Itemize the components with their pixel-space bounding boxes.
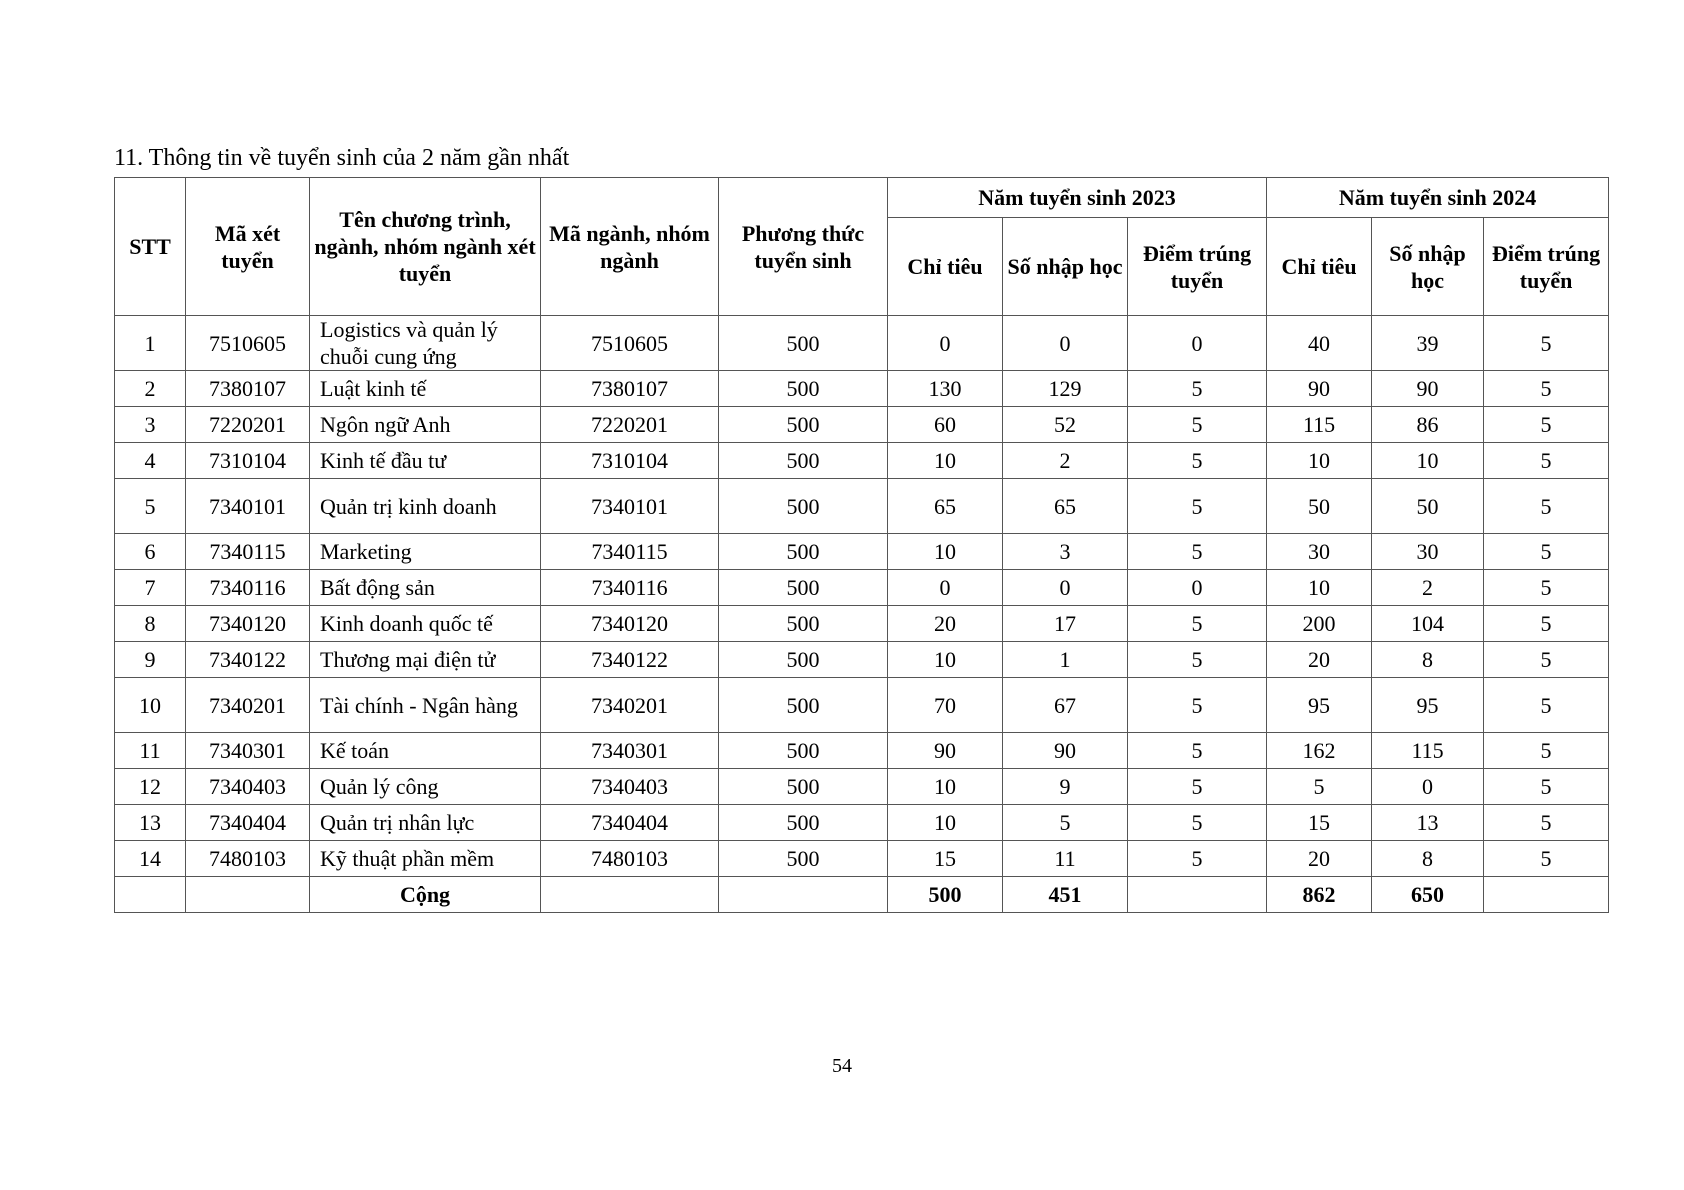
cell-phuong-thuc: 500 [719,479,888,534]
cell-diem-2024: 5 [1484,769,1609,805]
cell-ma-xet-tuyen: 7380107 [186,371,310,407]
header-ma-nganh: Mã ngành, nhóm ngành [541,178,719,316]
cell-chi-tieu-2024: 200 [1267,606,1372,642]
table-row [115,316,1609,371]
cell-diem-2024: 5 [1484,805,1609,841]
cell-chi-tieu-2023: 0 [888,316,1003,371]
cell-ma-xet-tuyen: 7340120 [186,606,310,642]
total-diem-2024-cell [1484,877,1609,913]
cell-nhap-hoc-2024: 95 [1372,678,1484,733]
cell-nhap-hoc-2023: 3 [1003,534,1128,570]
cell-ma-xet-tuyen: 7340122 [186,642,310,678]
cell-stt: 4 [115,443,186,479]
total-chi-tieu-2024: 862 [1267,877,1372,913]
cell-ten-nganh: Thương mại điện tử [310,642,541,678]
cell-diem-2023: 5 [1128,371,1267,407]
cell-chi-tieu-2024: 10 [1267,443,1372,479]
header-year-2023: Năm tuyển sinh 2023 [888,178,1267,218]
header-ma-xet-tuyen: Mã xét tuyển [186,178,310,316]
header-so-nhap-hoc-2024: Số nhập học [1372,218,1484,316]
cell-chi-tieu-2024: 162 [1267,733,1372,769]
cell-diem-2024: 5 [1484,841,1609,877]
cell-ma-nganh: 7340201 [541,678,719,733]
cell-stt: 12 [115,769,186,805]
cell-stt: 1 [115,316,186,371]
cell-phuong-thuc: 500 [719,570,888,606]
header-year-2024: Năm tuyển sinh 2024 [1267,178,1609,218]
cell-diem-2024: 5 [1484,678,1609,733]
cell-ma-nganh: 7510605 [541,316,719,371]
table-row [115,769,1609,805]
header-ten-chuong-trinh: Tên chương trình, ngành, nhóm ngành xét tuyển [310,178,541,316]
cell-ma-xet-tuyen: 7340403 [186,769,310,805]
header-so-nhap-hoc-2023: Số nhập học [1003,218,1128,316]
cell-nhap-hoc-2024: 90 [1372,371,1484,407]
page-number: 54 [832,1055,852,1077]
cell-diem-2023: 5 [1128,479,1267,534]
cell-diem-2024: 5 [1484,371,1609,407]
total-stt-cell [115,877,186,913]
cell-diem-2023: 0 [1128,570,1267,606]
table-row [115,805,1609,841]
cell-stt: 11 [115,733,186,769]
cell-diem-2023: 5 [1128,841,1267,877]
cell-stt: 2 [115,371,186,407]
table-row [115,606,1609,642]
cell-diem-2024: 5 [1484,733,1609,769]
table-row [115,534,1609,570]
cell-diem-2023: 5 [1128,678,1267,733]
cell-ma-nganh: 7340120 [541,606,719,642]
cell-diem-2023: 5 [1128,805,1267,841]
total-row [115,877,1609,913]
cell-ma-nganh: 7340404 [541,805,719,841]
cell-ten-nganh: Kế toán [310,733,541,769]
header-row [115,178,1609,218]
total-phuong-thuc-cell [719,877,888,913]
cell-ma-nganh: 7480103 [541,841,719,877]
cell-stt: 7 [115,570,186,606]
cell-diem-2023: 5 [1128,606,1267,642]
cell-phuong-thuc: 500 [719,407,888,443]
cell-nhap-hoc-2024: 8 [1372,642,1484,678]
cell-nhap-hoc-2024: 50 [1372,479,1484,534]
cell-ten-nganh: Tài chính - Ngân hàng [310,678,541,733]
cell-ma-xet-tuyen: 7340115 [186,534,310,570]
cell-ten-nganh: Kinh tế đầu tư [310,443,541,479]
cell-ten-nganh: Bất động sản [310,570,541,606]
cell-diem-2024: 5 [1484,443,1609,479]
cell-phuong-thuc: 500 [719,642,888,678]
cell-nhap-hoc-2024: 0 [1372,769,1484,805]
cell-phuong-thuc: 500 [719,841,888,877]
cell-phuong-thuc: 500 [719,805,888,841]
cell-nhap-hoc-2024: 10 [1372,443,1484,479]
cell-chi-tieu-2024: 95 [1267,678,1372,733]
cell-nhap-hoc-2024: 30 [1372,534,1484,570]
cell-chi-tieu-2023: 10 [888,642,1003,678]
cell-chi-tieu-2023: 70 [888,678,1003,733]
cell-chi-tieu-2023: 20 [888,606,1003,642]
table-row [115,642,1609,678]
cell-ten-nganh: Quản trị kinh doanh [310,479,541,534]
cell-ten-nganh: Quản trị nhân lực [310,805,541,841]
cell-nhap-hoc-2024: 115 [1372,733,1484,769]
cell-chi-tieu-2023: 130 [888,371,1003,407]
cell-stt: 6 [115,534,186,570]
cell-ma-xet-tuyen: 7340404 [186,805,310,841]
cell-nhap-hoc-2023: 90 [1003,733,1128,769]
cell-ten-nganh: Luật kinh tế [310,371,541,407]
cell-diem-2024: 5 [1484,570,1609,606]
cell-ma-nganh: 7340301 [541,733,719,769]
table-row [115,678,1609,733]
cell-phuong-thuc: 500 [719,678,888,733]
cell-stt: 10 [115,678,186,733]
cell-diem-2023: 5 [1128,534,1267,570]
cell-ma-nganh: 7340115 [541,534,719,570]
cell-ma-xet-tuyen: 7480103 [186,841,310,877]
cell-ma-xet-tuyen: 7340201 [186,678,310,733]
total-diem-2023-cell [1128,877,1267,913]
cell-nhap-hoc-2024: 8 [1372,841,1484,877]
cell-chi-tieu-2023: 60 [888,407,1003,443]
table-row [115,371,1609,407]
cell-diem-2023: 5 [1128,733,1267,769]
total-ma-cell [186,877,310,913]
cell-phuong-thuc: 500 [719,534,888,570]
total-chi-tieu-2023: 500 [888,877,1003,913]
cell-nhap-hoc-2023: 52 [1003,407,1128,443]
cell-ma-nganh: 7220201 [541,407,719,443]
table-row [115,841,1609,877]
table-row [115,407,1609,443]
total-nhap-hoc-2024: 650 [1372,877,1484,913]
cell-chi-tieu-2023: 0 [888,570,1003,606]
cell-nhap-hoc-2023: 67 [1003,678,1128,733]
cell-chi-tieu-2024: 10 [1267,570,1372,606]
cell-diem-2024: 5 [1484,316,1609,371]
total-nhap-hoc-2023: 451 [1003,877,1128,913]
total-label: Cộng [310,877,541,913]
cell-chi-tieu-2023: 10 [888,805,1003,841]
table-row [115,733,1609,769]
cell-ma-xet-tuyen: 7510605 [186,316,310,371]
cell-stt: 5 [115,479,186,534]
cell-chi-tieu-2024: 40 [1267,316,1372,371]
header-diem-trung-tuyen-2024: Điểm trúng tuyển [1484,218,1609,316]
cell-diem-2024: 5 [1484,534,1609,570]
cell-chi-tieu-2024: 30 [1267,534,1372,570]
cell-ma-nganh: 7340122 [541,642,719,678]
cell-phuong-thuc: 500 [719,371,888,407]
cell-ma-xet-tuyen: 7220201 [186,407,310,443]
cell-stt: 9 [115,642,186,678]
cell-nhap-hoc-2023: 11 [1003,841,1128,877]
cell-nhap-hoc-2023: 1 [1003,642,1128,678]
cell-nhap-hoc-2023: 0 [1003,316,1128,371]
cell-ten-nganh: Marketing [310,534,541,570]
table-row [115,570,1609,606]
cell-stt: 8 [115,606,186,642]
cell-ma-nganh: 7310104 [541,443,719,479]
cell-stt: 14 [115,841,186,877]
cell-chi-tieu-2024: 5 [1267,769,1372,805]
header-stt: STT [115,178,186,316]
cell-chi-tieu-2024: 50 [1267,479,1372,534]
cell-chi-tieu-2023: 10 [888,534,1003,570]
cell-diem-2023: 0 [1128,316,1267,371]
cell-diem-2024: 5 [1484,642,1609,678]
cell-phuong-thuc: 500 [719,443,888,479]
cell-phuong-thuc: 500 [719,606,888,642]
cell-nhap-hoc-2023: 9 [1003,769,1128,805]
header-chi-tieu-2023: Chỉ tiêu [888,218,1003,316]
cell-diem-2024: 5 [1484,407,1609,443]
cell-nhap-hoc-2023: 17 [1003,606,1128,642]
cell-nhap-hoc-2024: 86 [1372,407,1484,443]
cell-ma-nganh: 7340403 [541,769,719,805]
cell-nhap-hoc-2024: 13 [1372,805,1484,841]
admissions-table [114,177,1609,913]
cell-ten-nganh: Kinh doanh quốc tế [310,606,541,642]
cell-chi-tieu-2024: 20 [1267,841,1372,877]
cell-ma-nganh: 7340116 [541,570,719,606]
section-title: 11. Thông tin về tuyển sinh của 2 năm gần nhất [114,145,570,171]
table-body [115,316,1609,913]
cell-stt: 3 [115,407,186,443]
cell-nhap-hoc-2024: 104 [1372,606,1484,642]
cell-chi-tieu-2023: 15 [888,841,1003,877]
cell-nhap-hoc-2023: 65 [1003,479,1128,534]
cell-nhap-hoc-2023: 2 [1003,443,1128,479]
total-ma-nganh-cell [541,877,719,913]
cell-diem-2023: 5 [1128,407,1267,443]
cell-nhap-hoc-2023: 0 [1003,570,1128,606]
cell-ma-xet-tuyen: 7310104 [186,443,310,479]
cell-chi-tieu-2024: 115 [1267,407,1372,443]
cell-chi-tieu-2023: 10 [888,769,1003,805]
cell-diem-2023: 5 [1128,642,1267,678]
cell-chi-tieu-2024: 15 [1267,805,1372,841]
cell-nhap-hoc-2024: 39 [1372,316,1484,371]
cell-ten-nganh: Quản lý công [310,769,541,805]
cell-chi-tieu-2023: 10 [888,443,1003,479]
table-row [115,443,1609,479]
cell-chi-tieu-2024: 90 [1267,371,1372,407]
header-chi-tieu-2024: Chỉ tiêu [1267,218,1372,316]
cell-nhap-hoc-2023: 129 [1003,371,1128,407]
header-diem-trung-tuyen-2023: Điểm trúng tuyển [1128,218,1267,316]
cell-nhap-hoc-2023: 5 [1003,805,1128,841]
cell-phuong-thuc: 500 [719,316,888,371]
cell-ten-nganh: Ngôn ngữ Anh [310,407,541,443]
cell-diem-2023: 5 [1128,769,1267,805]
cell-stt: 13 [115,805,186,841]
cell-chi-tieu-2024: 20 [1267,642,1372,678]
cell-diem-2023: 5 [1128,443,1267,479]
cell-nhap-hoc-2024: 2 [1372,570,1484,606]
cell-chi-tieu-2023: 65 [888,479,1003,534]
cell-chi-tieu-2023: 90 [888,733,1003,769]
table-row [115,479,1609,534]
cell-ma-nganh: 7380107 [541,371,719,407]
header-phuong-thuc: Phương thức tuyển sinh [719,178,888,316]
cell-ten-nganh: Logistics và quản lý chuỗi cung ứng [310,316,541,371]
table-header [115,178,1609,316]
cell-diem-2024: 5 [1484,479,1609,534]
cell-diem-2024: 5 [1484,606,1609,642]
cell-ma-xet-tuyen: 7340116 [186,570,310,606]
cell-phuong-thuc: 500 [719,733,888,769]
cell-ten-nganh: Kỹ thuật phần mềm [310,841,541,877]
cell-phuong-thuc: 500 [719,769,888,805]
cell-ma-xet-tuyen: 7340101 [186,479,310,534]
cell-ma-xet-tuyen: 7340301 [186,733,310,769]
cell-ma-nganh: 7340101 [541,479,719,534]
